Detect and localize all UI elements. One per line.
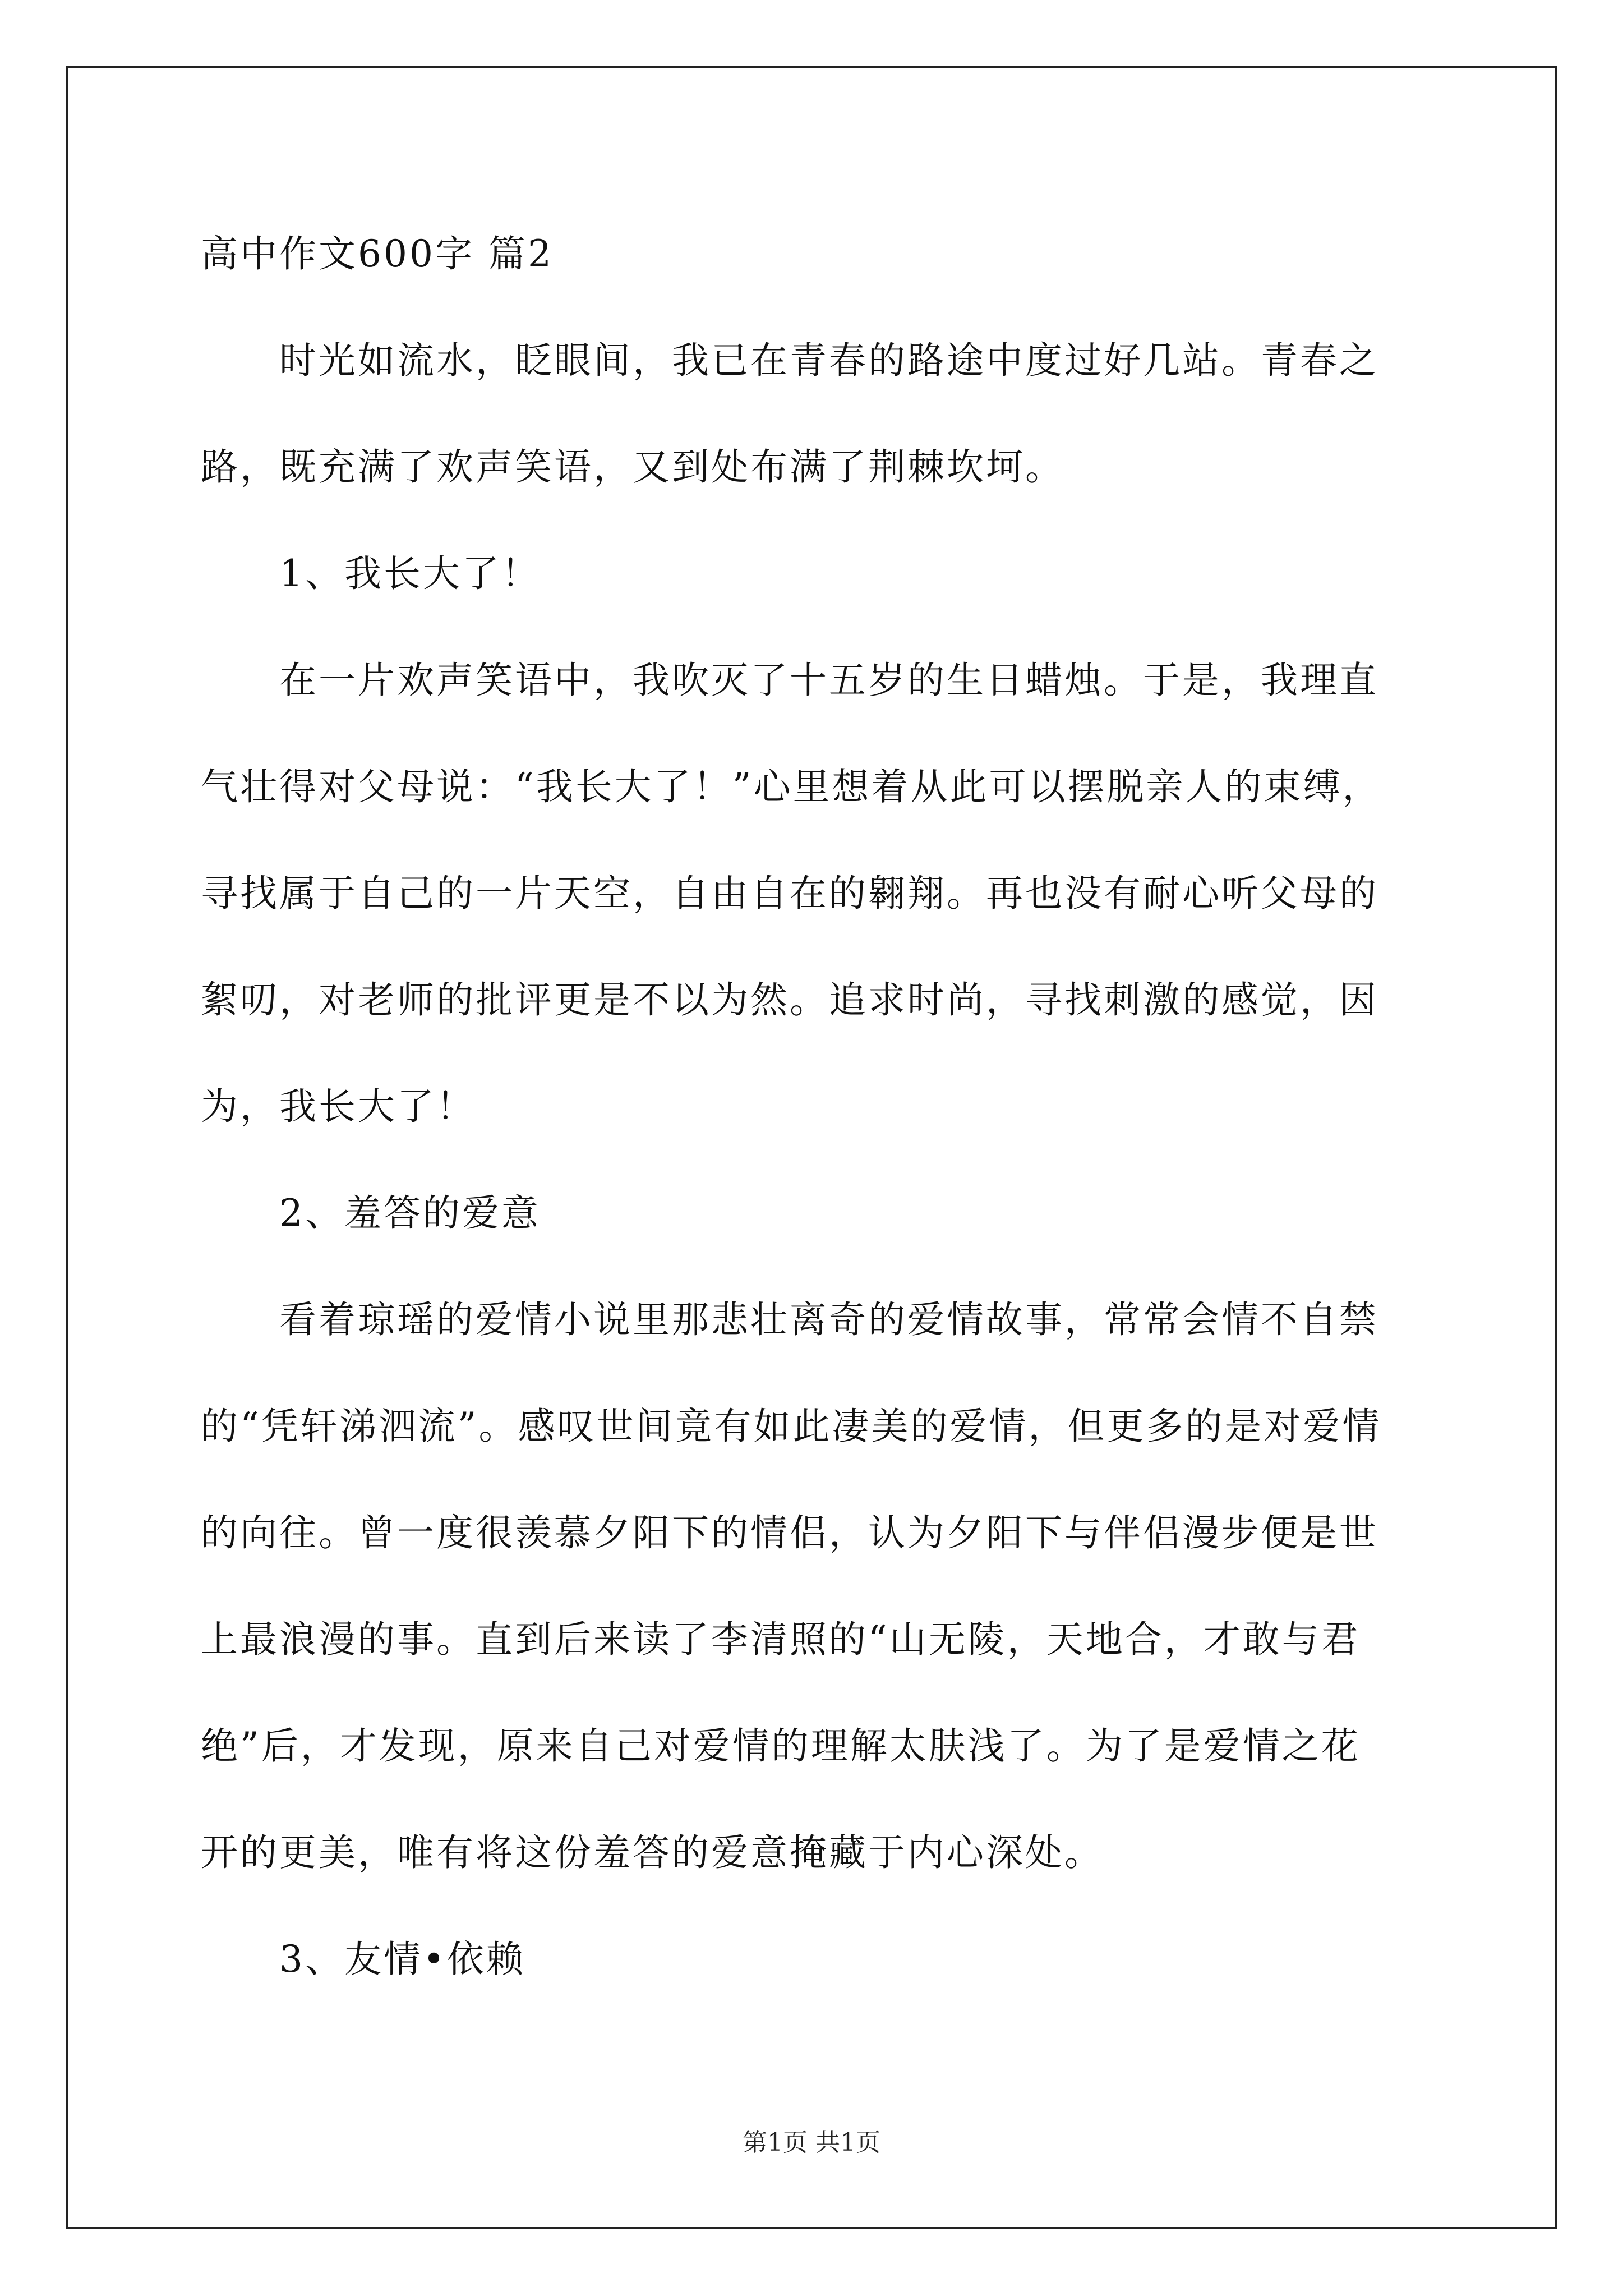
paragraph-line: 为，我长大了！: [201, 1085, 476, 1128]
paragraph-line: 的“凭轩涕泗流”。感叹世间竟有如此凄美的爱情，但更多的是对爱情: [201, 1405, 1382, 1448]
paragraph-line: 开的更美，唯有将这份羞答的爱意掩藏于内心深处。: [201, 1831, 1104, 1874]
section-heading: 2、羞答的爱意: [279, 1191, 541, 1235]
paragraph-line: 气壮得对父母说：“我长大了！”心里想着从此可以摆脱亲人的束缚，: [201, 765, 1382, 808]
paragraph-line: 寻找属于自己的一片天空，自由自在的翱翔。再也没有耐心听父母的: [201, 872, 1378, 915]
page-border: [66, 66, 1557, 2229]
document-title: 高中作文600字 篇2: [201, 232, 554, 275]
paragraph-line: 路，既充满了欢声笑语，又到处布满了荆棘坎坷。: [201, 445, 1064, 489]
paragraph-line: 时光如流水，眨眼间，我已在青春的路途中度过好几站。青春之: [279, 339, 1378, 382]
paragraph-line: 在一片欢声笑语中，我吹灭了十五岁的生日蜡烛。于是，我理直: [279, 659, 1378, 702]
paragraph-line: 絮叨，对老师的批评更是不以为然。追求时尚，寻找刺激的感觉，因: [201, 978, 1378, 1022]
page-footer: 第1页 共1页: [743, 2128, 880, 2157]
paragraph-line: 绝”后，才发现，原来自己对爱情的理解太肤浅了。为了是爱情之花: [201, 1724, 1361, 1768]
section-heading: 3、友情•依赖: [279, 1938, 525, 1981]
paragraph-line: 看着琼瑶的爱情小说里那悲壮离奇的爱情故事，常常会情不自禁: [279, 1298, 1378, 1341]
paragraph-line: 上最浪漫的事。直到后来读了李清照的“山无陵，天地合，才敢与君: [201, 1618, 1361, 1661]
paragraph-line: 的向往。曾一度很羡慕夕阳下的情侣，认为夕阳下与伴侣漫步便是世: [201, 1511, 1378, 1554]
section-heading: 1、我长大了！: [279, 552, 541, 595]
